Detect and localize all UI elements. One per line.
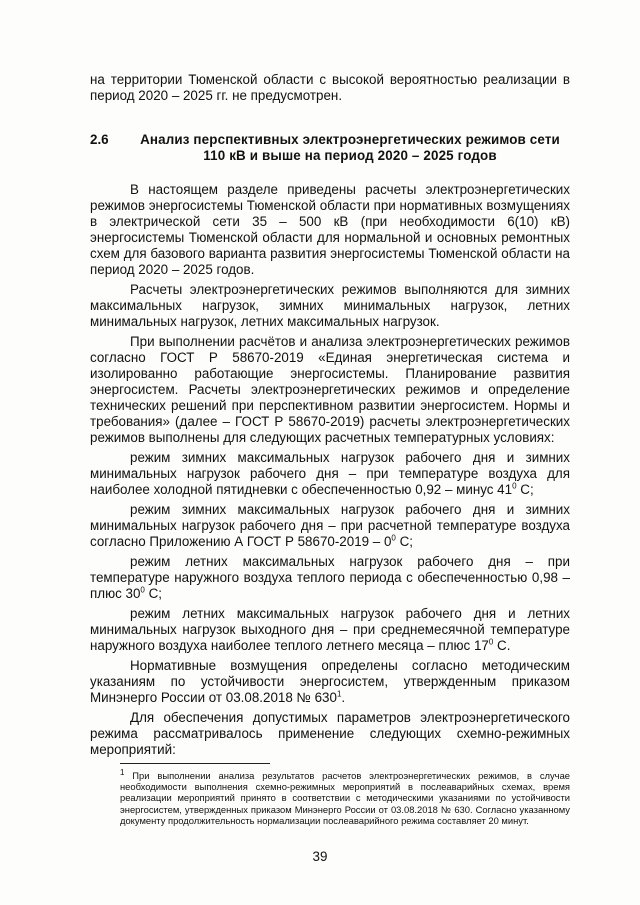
degree-mark: 0 — [488, 637, 494, 647]
intro-text: на территории Тюменской области с высокой вероятностью реализации в период 2020 – 2025 гг. не предусмотрен. — [90, 72, 570, 103]
footnote-text: При выполнении анализа результатов расчетов электроэнергетических режимов, в случае необходимости выполнения схемно-режимных мероприятий в послеаварийных схемах, время реализации мероприятий принято в соответствии с методическими указаниями по устойчивости энергосистем, утвержденных приказом Минэнерго России от 03.08.2018 № 630. Согласно указанному документу продолжительность нормализации послеаварийного режима составляет 20 минут. — [120, 770, 570, 826]
condition-text: режим зимних максимальных нагрузок рабочего дня и зимних минимальных нагрузок рабочего дня – при температуре воздуха для наиболее холодной пятидневки с обеспеченностью 0,92 – минус 41 — [90, 450, 570, 497]
condition-tail: С. — [493, 638, 511, 653]
paragraph: В настоящем разделе приведены расчеты электроэнергетических режимов энергосистемы Тюменской области при нормативных возмущениях в электрической сети 35 – 500 кВ (при необходимости 6(10) кВ) энергосистемы Тюменской области для нормальной и основных ремонтных схем для базового варианта развития энергосистемы Тюменской области на период 2020 – 2025 годов. — [90, 182, 570, 277]
normative-tail: . — [341, 690, 346, 705]
page-body — [90, 72, 570, 758]
paragraph: Расчеты электроэнергетических режимов выполняются для зимних максимальных нагрузок, зимних минимальных нагрузок, летних минимальных нагрузок, летних максимальных нагрузок. — [90, 282, 570, 329]
condition-tail: С; — [395, 534, 413, 549]
paragraph: При выполнении расчётов и анализа электроэнергетических режимов согласно ГОСТ Р 58670-2019 «Единая энергетическая система и изолированно работающие энергосистемы. Планирование развития энергосистем. Расчеты электроэнергетических режимов и определение технических решений при перспективном развитии энергосистем. Нормы и требования» (далее – ГОСТ Р 58670-2019) расчеты электроэнергетических режимов выполнены для следующих расчетных температурных условиях: — [90, 334, 570, 445]
section-title — [130, 132, 570, 164]
condition-item — [90, 502, 570, 550]
normative-text: Нормативные возмущения определены согласно методическим указаниям по устойчивости энергосистем, утвержденным приказом Минэнерго России от 03.08.2018 № 630 — [90, 658, 570, 705]
section-number: 2.6 — [90, 132, 109, 147]
degree-mark: 0 — [512, 481, 517, 491]
condition-item — [90, 606, 570, 654]
section-title-line2: 110 кВ и выше на период 2020 – 2025 годов — [203, 148, 497, 163]
condition-text: режим зимних максимальных нагрузок рабочего дня и зимних минимальных нагрузок рабочего дня – при расчетной температуре воздуха согласно Приложению А ГОСТ Р 58670-2019 – 0 — [90, 502, 570, 549]
degree-mark: 0 — [140, 585, 145, 595]
final-paragraph: Для обеспечения допустимых параметров электроэнергетического режима рассматривалось применение следующих схемно-режимных мероприятий: — [90, 710, 570, 757]
section-heading — [90, 132, 570, 164]
footnote-ref[interactable]: 1 — [336, 689, 342, 699]
condition-item — [90, 554, 570, 602]
section-title-line1: Анализ перспективных электроэнергетических режимов сети — [140, 132, 560, 147]
condition-tail: С; — [516, 482, 534, 497]
condition-text: режим летних максимальных нагрузок рабочего дня и летних минимальных нагрузок выходного дня – при среднемесячной температуре наружного воздуха наиболее теплого летнего месяца – плюс 17 — [90, 606, 570, 653]
footnote-divider — [120, 763, 270, 764]
footnote — [120, 767, 570, 826]
footnote-mark: 1 — [120, 767, 125, 777]
normative-paragraph — [90, 658, 570, 706]
condition-tail: С; — [144, 586, 162, 601]
degree-mark: 0 — [391, 533, 396, 543]
condition-item — [90, 450, 570, 498]
condition-text: режим летних максимальных нагрузок рабочего дня – при температуре наружного воздуха теплого периода с обеспеченностью 0,98 – плюс 30 — [90, 554, 570, 601]
page-number: 39 — [312, 849, 328, 864]
